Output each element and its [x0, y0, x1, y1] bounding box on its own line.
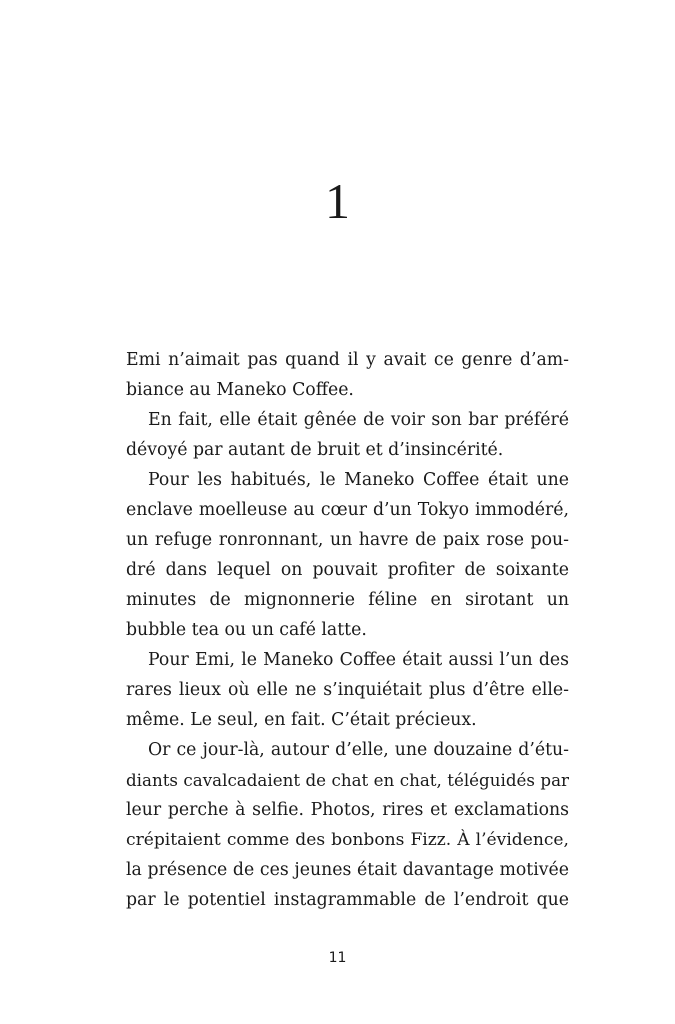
text-line: la présence de ces jeunes était davantage motivée: [126, 860, 569, 880]
text-line: Pour Emi, le Maneko Coffee était aussi l’un des: [148, 650, 569, 670]
text-line: biance au Maneko Coffee.: [126, 380, 354, 400]
text-line: En fait, elle était gênée de voir son bar préféré: [148, 410, 569, 430]
text-line: diants cavalcadaient de chat en chat, téléguidés par: [126, 770, 569, 790]
text-line: enclave moelleuse au cœur d’un Tokyo immodéré,: [126, 500, 569, 520]
text-line: leur perche à selfie. Photos, rires et exclamations: [126, 800, 569, 820]
text-line: dévoyé par autant de bruit et d’insincérité.: [126, 440, 504, 460]
text-line: un refuge ronronnant, un havre de paix rose pou-: [126, 530, 569, 550]
text-line: crépitaient comme des bonbons Fizz. À l’évidence,: [126, 830, 569, 850]
chapter-number: 1: [325, 173, 350, 229]
text-line: Emi n’aimait pas quand il y avait ce genre d’am-: [126, 350, 569, 370]
text-line: par le potentiel instagrammable de l’endroit que: [126, 890, 569, 910]
body-text: [126, 345, 569, 915]
text-line: même. Le seul, en fait. C’était précieux.: [126, 710, 477, 730]
text-line: Pour les habitués, le Maneko Coffee était une: [148, 470, 569, 490]
text-line: Or ce jour-là, autour d’elle, une douzaine d’étu-: [148, 740, 569, 760]
page-number: 11: [328, 950, 347, 966]
text-line: dré dans lequel on pouvait profiter de soixante: [126, 560, 569, 580]
text-line: rares lieux où elle ne s’inquiétait plus d’être elle-: [126, 680, 569, 700]
text-line: bubble tea ou un café latte.: [126, 620, 367, 640]
text-line: minutes de mignonnerie féline en sirotant un: [126, 590, 569, 610]
